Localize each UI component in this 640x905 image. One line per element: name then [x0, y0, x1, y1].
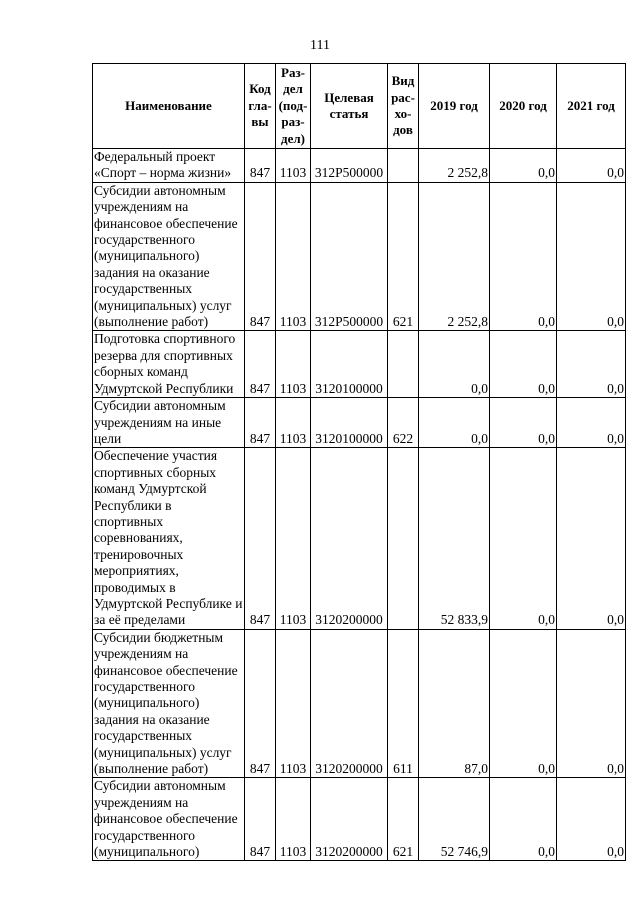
row-2020: 0,0: [490, 629, 557, 778]
header-expense-type-line: Вид: [391, 73, 415, 89]
row-2020: 0,0: [490, 149, 557, 183]
row-name: Субсидии автономным учреждениям на финансовое обеспечение государственного (муниципального) задания на оказание государственных (муниципальных) услуг (выполнение работ): [93, 182, 245, 331]
row-2019: 2 252,8: [419, 149, 490, 183]
row-target: 3120200000: [311, 448, 388, 629]
header-section-line: раз-: [281, 114, 305, 130]
row-2019: 0,0: [419, 331, 490, 398]
table-row: [93, 149, 626, 183]
row-2019: 2 252,8: [419, 182, 490, 331]
row-2020: 0,0: [490, 331, 557, 398]
header-chapter-code-line: вы: [251, 114, 269, 130]
row-target: 3120100000: [311, 398, 388, 448]
row-name: Федеральный проект «Спорт – норма жизни»: [93, 149, 245, 183]
row-2020: 0,0: [490, 182, 557, 331]
header-expense-type-line: рас-: [391, 89, 415, 105]
row-chapter: 847: [245, 149, 276, 183]
table-row: [93, 331, 626, 398]
row-2020: 0,0: [490, 448, 557, 629]
header-expense-type-line: хо-: [394, 106, 412, 121]
row-section: 1103: [276, 398, 311, 448]
header-section: [276, 64, 311, 149]
row-name: Субсидии автономным учреждениям на финансовое обеспечение государственного (муниципального): [93, 778, 245, 861]
header-target-line: статья: [329, 106, 369, 121]
row-section: 1103: [276, 448, 311, 629]
row-2019: 0,0: [419, 398, 490, 448]
page-number: 111: [310, 38, 330, 53]
row-chapter: 847: [245, 331, 276, 398]
budget-table: [92, 63, 626, 861]
row-target: 3120100000: [311, 331, 388, 398]
row-target: 3120200000: [311, 629, 388, 778]
row-type: 611: [388, 629, 419, 778]
header-section-line: (под-: [278, 97, 308, 113]
row-2021: 0,0: [557, 629, 626, 778]
row-2021: 0,0: [557, 398, 626, 448]
header-chapter-code: [245, 64, 276, 149]
row-2019: 52 833,9: [419, 448, 490, 629]
row-name: Обеспечение участия спортивных сборных команд Удмуртской Республики в спортивных соревнованиях, тренировочных мероприятиях, проводимых в Удмуртской Республике и за её пределами: [93, 448, 245, 629]
row-type: [388, 149, 419, 183]
row-type: 622: [388, 398, 419, 448]
header-section-line: дел: [283, 81, 303, 97]
table-row: [93, 629, 626, 778]
row-2021: 0,0: [557, 778, 626, 861]
table-row: [93, 182, 626, 331]
row-chapter: 847: [245, 398, 276, 448]
header-row: [93, 64, 626, 149]
row-name: Субсидии бюджетным учреждениям на финансовое обеспечение государственного (муниципального) задания на оказание государственных (муниципальных) услуг (выполнение работ): [93, 629, 245, 778]
header-expense-type-line: дов: [393, 122, 413, 138]
row-2020: 0,0: [490, 398, 557, 448]
table-row: [93, 778, 626, 861]
row-chapter: 847: [245, 448, 276, 629]
row-name: Субсидии автономным учреждениям на иные цели: [93, 398, 245, 448]
row-2021: 0,0: [557, 448, 626, 629]
header-2020: 2020 год: [490, 64, 557, 149]
row-target: 312P500000: [311, 182, 388, 331]
header-expense-type: [388, 64, 419, 149]
row-type: 621: [388, 778, 419, 861]
table-row: [93, 398, 626, 448]
header-target-line: Целевая: [324, 89, 374, 105]
row-2021: 0,0: [557, 182, 626, 331]
row-section: 1103: [276, 629, 311, 778]
row-2019: 87,0: [419, 629, 490, 778]
header-2019: 2019 год: [419, 64, 490, 149]
header-section-line: дел): [281, 130, 305, 146]
header-section-line: Раз-: [281, 64, 305, 80]
row-2021: 0,0: [557, 331, 626, 398]
row-section: 1103: [276, 331, 311, 398]
row-chapter: 847: [245, 778, 276, 861]
row-chapter: 847: [245, 629, 276, 778]
row-type: [388, 331, 419, 398]
row-2020: 0,0: [490, 778, 557, 861]
row-section: 1103: [276, 182, 311, 331]
header-chapter-code-line: гла-: [248, 97, 272, 113]
row-name: Подготовка спортивного резерва для спортивных сборных команд Удмуртской Республики: [93, 331, 245, 398]
row-target: 312P500000: [311, 149, 388, 183]
table-row: [93, 448, 626, 629]
row-target: 3120200000: [311, 778, 388, 861]
header-2021: 2021 год: [557, 64, 626, 149]
row-2021: 0,0: [557, 149, 626, 183]
row-type: [388, 448, 419, 629]
row-type: 621: [388, 182, 419, 331]
header-target: [311, 64, 388, 149]
row-section: 1103: [276, 778, 311, 861]
row-chapter: 847: [245, 182, 276, 331]
row-2019: 52 746,9: [419, 778, 490, 861]
header-chapter-code-line: Код: [249, 81, 271, 97]
row-section: 1103: [276, 149, 311, 183]
header-name: Наименование: [93, 64, 245, 149]
